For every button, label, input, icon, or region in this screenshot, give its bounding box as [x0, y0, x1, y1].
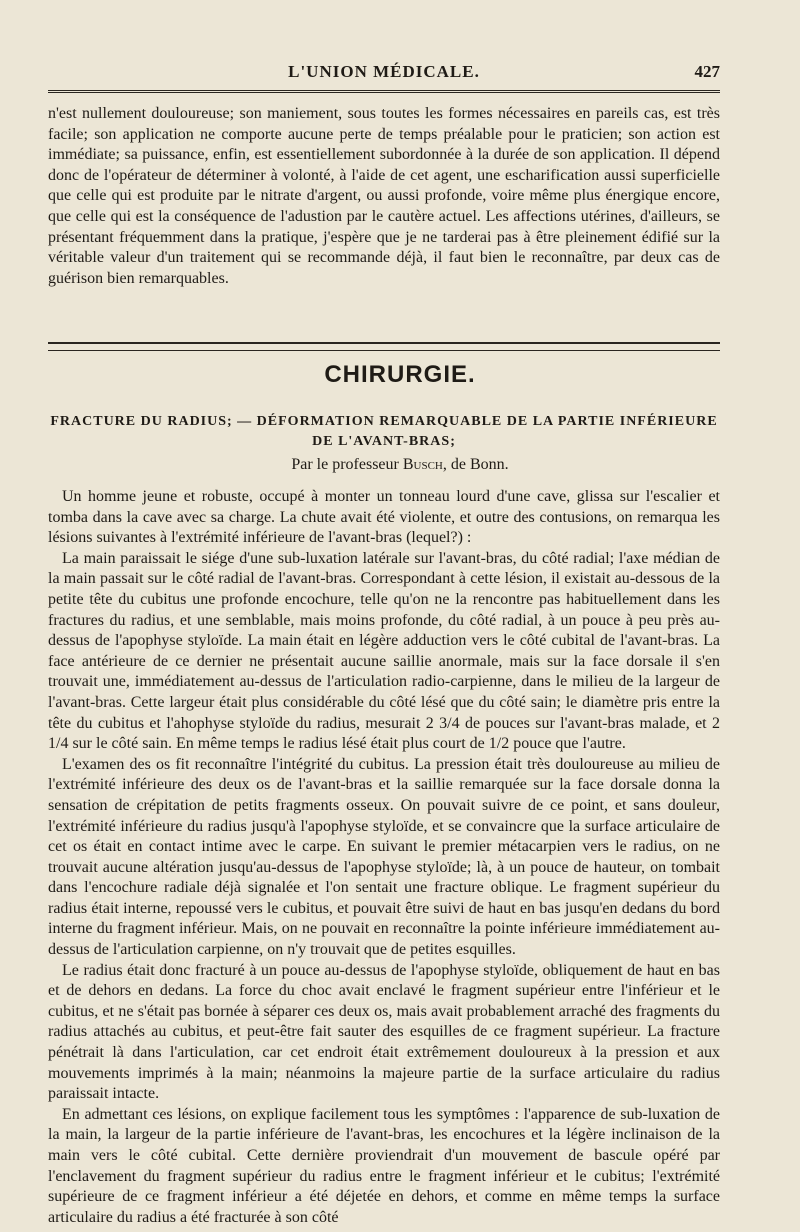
article-author	[0, 456, 800, 474]
author-name: Busch	[402, 456, 443, 473]
section-divider	[48, 342, 720, 351]
body-paragraph: Un homme jeune et robuste, occupé à monter un tonneau lourd d'une cave, glissa sur l'escalier et tomba dans la cave avec sa charge. La chute avait été violente, et outre des contusions, on remarqua les lésions suivantes à l'extrémité inférieure de l'avant-bras (lequel?) :	[48, 488, 720, 547]
body-paragraph: En admettant ces lésions, on explique facilement tous les symptômes : l'apparence de sub-luxation de la main, la largeur de la partie inférieure de l'avant-bras, les encochures et la légère inclinaison de la main vers le côté cubital. Cette dernière proviendrait d'un mouvement de bascule opéré par l'enclavement du fragment supérieur du radius entre le fragment inférieur et le cubitus; l'extrémité supérieure de ce fragment inférieur a été déjetée en dehors, et comme en même temps la surface articulaire du radius a été fracturée à son côté	[48, 1105, 720, 1226]
article-title: FRACTURE DU RADIUS; — DÉFORMATION REMARQUABLE DE LA PARTIE INFÉRIEURE DE L'AVANT-BRAS;	[50, 414, 718, 449]
running-title: L'UNION MÉDICALE.	[288, 62, 480, 81]
intro-block	[48, 104, 720, 289]
author-suffix: , de Bonn.	[442, 456, 509, 473]
intro-paragraph: n'est nullement douloureuse; son maniement, sous toutes les formes nécessaires en pareils cas, est très facile; son application ne comporte aucune perte de temps préalable pour le praticien; son action est immédiate; sa puissance, enfin, est essentiellement subordonnée à la durée de son application. Il dépend donc de l'opérateur de déterminer à volonté, à l'aide de cet agent, une escharification aussi superficielle que celle qui est produite par le nitrate d'argent, ou aussi profonde, voire même plus énergique encore, que celle qui est la conséquence de l'adustion par le cautère actuel. Les affections utérines, d'ailleurs, se présentant fréquemment dans la pratique, j'espère que je ne tarderai pas à être pleinement édifié sur la véritable valeur d'un traitement qui se recommande déjà, il faut bien le reconnaître, par deux cas de guérison bien remarquables.	[48, 105, 720, 287]
body-paragraph: Le radius était donc fracturé à un pouce au-dessus de l'apophyse styloïde, obliquement de haut en bas et de dehors en dedans. La force du choc avait enclavé le fragment supérieur entre l'inférieur et le cubitus, et ne s'était pas bornée à séparer ces deux os, mais avait probablement arraché des fragments du radius attachés au cubitus, et peut-être fait sauter des esquilles de ce fragment supérieur. La fracture pénétrait là dans l'articulation, car cet endroit était extrêmement douloureux à la pression et aux mouvements imprimés à la main; néanmoins la majeure partie de la surface articulaire du radius paraissait intacte.	[48, 961, 720, 1103]
page-number: 427	[694, 62, 720, 81]
body-paragraph: La main paraissait le siége d'une sub-luxation latérale sur l'avant-bras, du côté radial; l'axe médian de la main passait sur le côté radial de l'avant-bras. Correspondant à cette lésion, il existait au-dessous de la petite tête du cubitus une profonde encochure, telle qu'on ne la rencontre pas habituellement dans les fractures du radius, et une semblable, mais moins profonde, du côté radial, à un pouce à peu près au-dessus de l'apophyse styloïde. La main était en légère adduction vers le côté cubital de l'avant-bras. La face antérieure de ce dernier ne présentait aucune saillie anormale, mais sur la face dorsale il s'en trouvait une, immédiatement au-dessus de l'articulation radio-carpienne, dans le milieu de la largeur de l'avant-bras. Cette largeur était plus considérable du côté lésé que du côté sain; le diamètre pris entre la tête du cubitus et l'ahophyse styloïde du radius, mesurait 2 3/4 de pouces sur l'avant-bras malade, et 2 1/4 sur le côté sain. En même temps le radius lésé était plus court de 1/2 pouce que l'autre.	[48, 549, 720, 753]
page-header	[48, 60, 720, 93]
section-title: CHIRURGIE.	[324, 361, 476, 388]
author-prefix: Par le professeur	[291, 456, 399, 473]
body-paragraph: L'examen des os fit reconnaître l'intégrité du cubitus. La pression était très douloureuse au milieu de l'extrémité inférieure des deux os de l'avant-bras et la saillie remarquée sur la face dorsale donna la sensation de crépitation de petits fragments osseux. On pouvait suivre de ce point, et sans douleur, l'extrémité inférieure du radius jusqu'à l'apophyse styloïde, et se convaincre que la surface articulaire de cet os était en contact intime avec le carpe. En suivant le premier métacarpien vers le radius, on ne trouvait aucune altération jusqu'au-dessus de l'apophyse styloïde; là, à un pouce de hauteur, on tombait dans l'encochure radiale déjà signalée et l'on sentait une fracture oblique. Le fragment supérieur du radius était interne, repoussé vers le cubitus, et pouvait être suivi de haut en bas jusqu'en dedans du bord interne du fragment inférieur. Mais, on ne pouvait en reconnaître la pointe inférieure immédiatement au-dessus de l'articulation carpienne, on n'y trouvait que de petites esquilles.	[48, 755, 720, 959]
article-body	[48, 487, 720, 1228]
